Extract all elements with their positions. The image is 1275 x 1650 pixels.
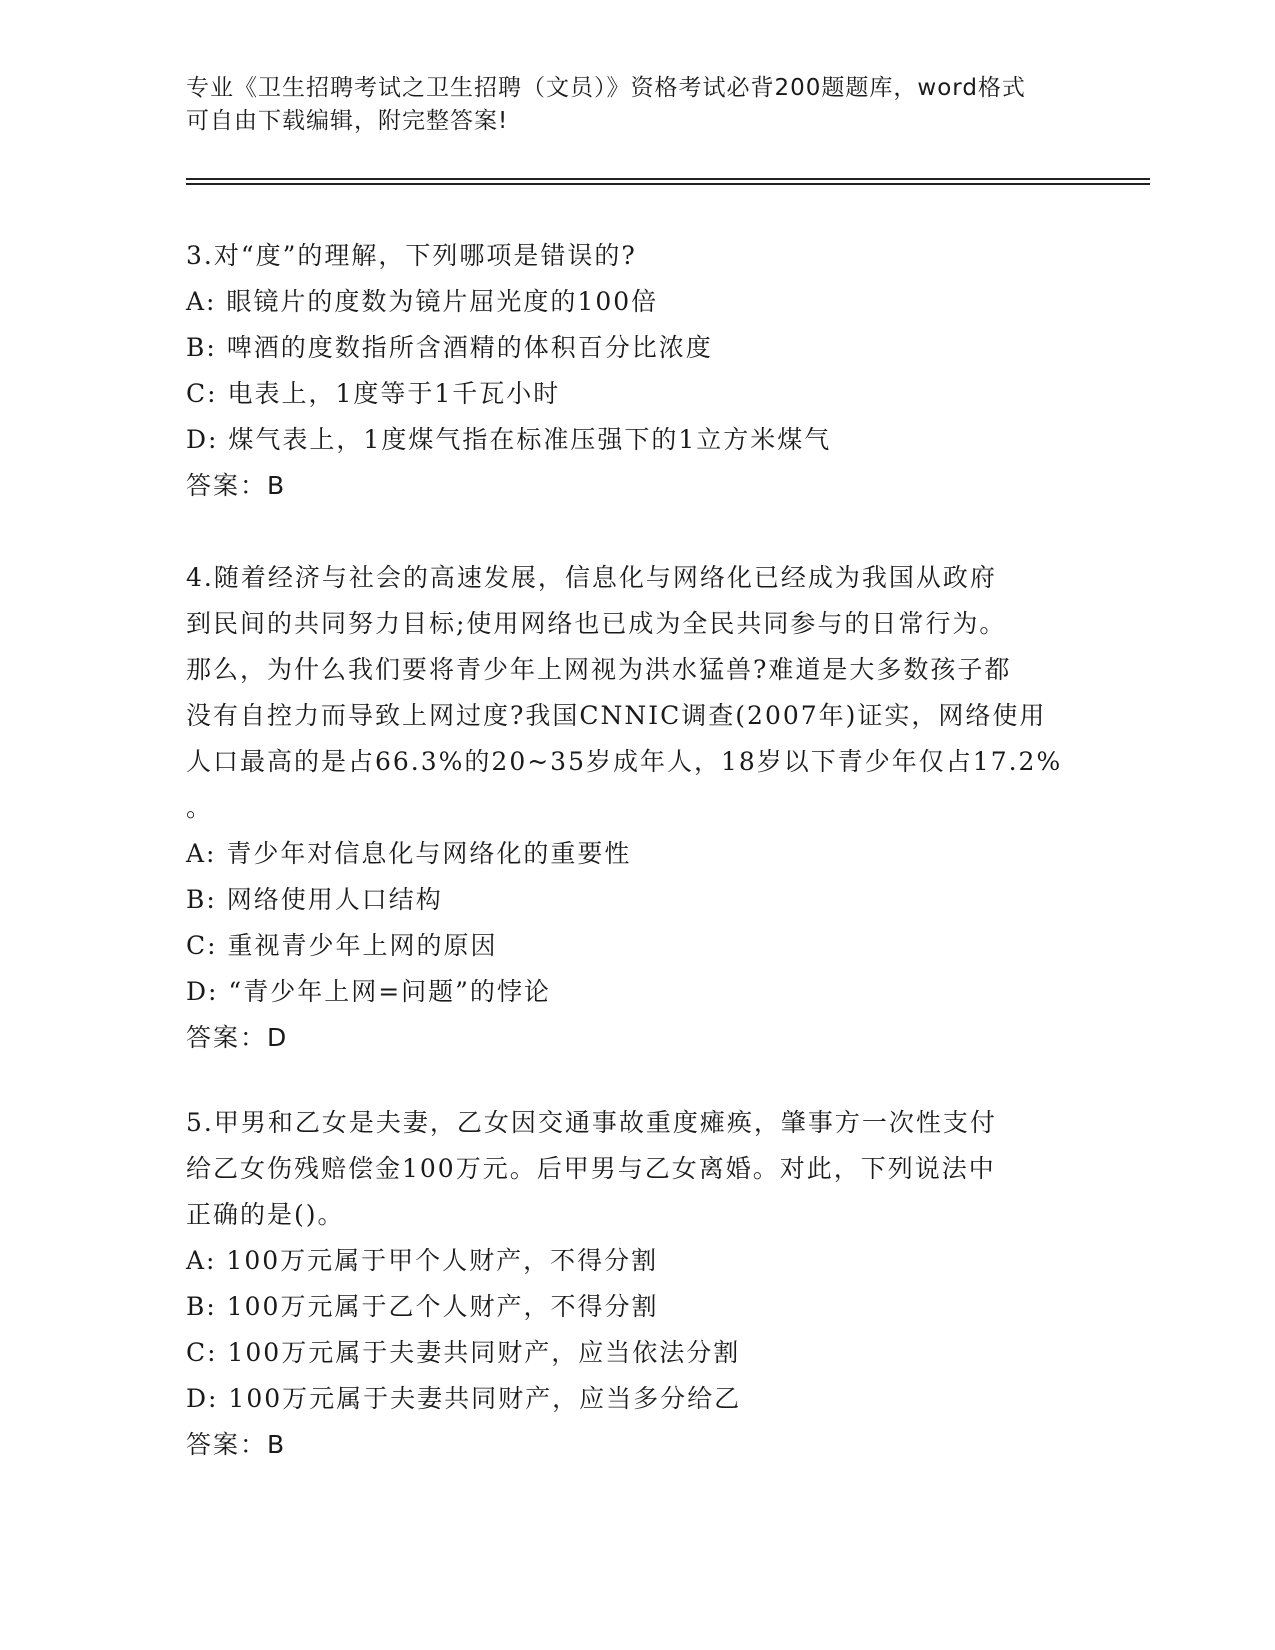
header-line-1: 专业《卫生招聘考试之卫生招聘（文员）》资格考试必背200题题库，word格式 xyxy=(186,75,1026,101)
option-a: A: 100万元属于甲个人财产，不得分割 xyxy=(186,1246,659,1275)
header-line-2: 可自由下载编辑，附完整答案! xyxy=(186,108,509,134)
header-divider-top xyxy=(186,178,1150,180)
header-divider-bottom xyxy=(186,183,1150,185)
option-d: D: “青少年上网=问题”的悖论 xyxy=(186,977,551,1006)
question-stem: 3.对“度”的理解，下列哪项是错误的? xyxy=(186,241,637,270)
question-4 xyxy=(186,555,1086,1061)
option-a: A: 青少年对信息化与网络化的重要性 xyxy=(186,839,632,868)
option-c: C: 电表上，1度等于1千瓦小时 xyxy=(186,379,561,408)
question-stem: 人口最高的是占66.3%的20~35岁成年人，18岁以下青少年仅占17.2% xyxy=(186,747,1063,776)
question-5 xyxy=(186,1100,1086,1468)
option-b: B: 啤酒的度数指所含酒精的体积百分比浓度 xyxy=(186,333,713,362)
option-c: C: 100万元属于夫妻共同财产，应当依法分割 xyxy=(186,1338,741,1367)
question-stem: 没有自控力而导致上网过度?我国CNNIC调查(2007年)证实，网络使用 xyxy=(186,701,1047,730)
question-stem: 那么，为什么我们要将青少年上网视为洪水猛兽?难道是大多数孩子都 xyxy=(186,655,1012,684)
answer-label: 答案：B xyxy=(186,471,287,500)
answer-label: 答案：B xyxy=(186,1430,287,1459)
option-b: B: 网络使用人口结构 xyxy=(186,885,443,914)
option-b: B: 100万元属于乙个人财产，不得分割 xyxy=(186,1292,659,1321)
question-stem: 正确的是()。 xyxy=(186,1200,345,1229)
answer-label: 答案：D xyxy=(186,1023,289,1052)
option-a: A: 眼镜片的度数为镜片屈光度的100倍 xyxy=(186,287,659,316)
question-stem: 到民间的共同努力目标;使用网络也已成为全民共同参与的日常行为。 xyxy=(186,609,1007,638)
option-d: D: 煤气表上，1度煤气指在标准压强下的1立方米煤气 xyxy=(186,425,832,454)
question-stem: 给乙女伤残赔偿金100万元。后甲男与乙女离婚。对此，下列说法中 xyxy=(186,1154,996,1183)
option-c: C: 重视青少年上网的原因 xyxy=(186,931,498,960)
option-d: D: 100万元属于夫妻共同财产，应当多分给乙 xyxy=(186,1384,742,1413)
question-stem: 。 xyxy=(186,793,214,822)
question-3 xyxy=(186,233,1086,509)
question-stem: 5.甲男和乙女是夫妻，乙女因交通事故重度瘫痪，肇事方一次性支付 xyxy=(186,1108,997,1137)
question-stem: 4.随着经济与社会的高速发展，信息化与网络化已经成为我国从政府 xyxy=(186,563,997,592)
document-header xyxy=(186,72,1066,138)
